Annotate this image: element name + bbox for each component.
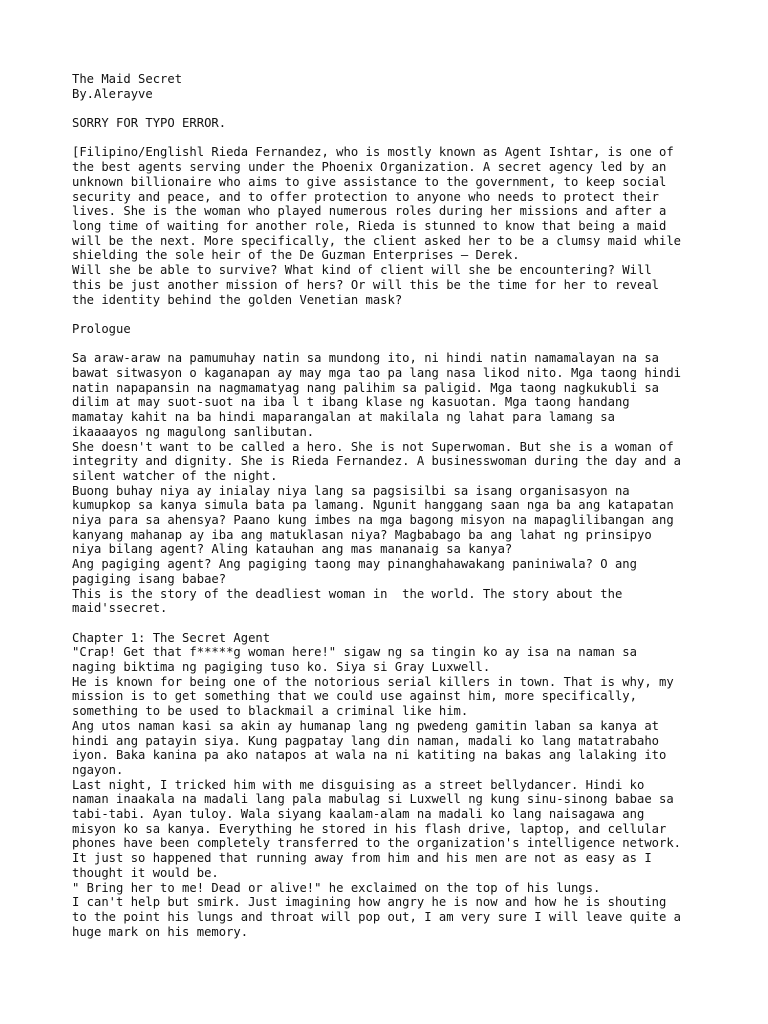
text-line: kumupkop sa kanya simula bata pa lamang. Ngunit hanggang saan nga ba ang katapatan — [72, 498, 674, 513]
text-line: the best agents serving under the Phoenix Organization. A secret agency led by an — [72, 160, 667, 175]
text-line: He is known for being one of the notorious serial killers in town. That is why, my — [72, 674, 674, 689]
text-line: "Crap! Get that f*****g woman here!" sigaw ng sa tingin ko ay isa na naman sa — [72, 645, 637, 660]
text-line: ikaaaayos ng magulong sanlibutan. — [72, 424, 315, 439]
synopsis-block — [72, 145, 712, 307]
text-line: the identity behind the golden Venetian mask? — [72, 292, 403, 307]
text-line: something to be used to blackmail a criminal like him. — [72, 704, 469, 719]
text-line: lives. She is the woman who played numerous roles during her missions and after a — [72, 204, 667, 219]
text-line: bawat sitwasyon o kaganapan ay may mga tao pa lang nasa likod nito. Mga taong hindi — [72, 366, 682, 380]
text-line: long time of waiting for another role, Rieda is stunned to know that being a maid — [72, 219, 667, 233]
text-line: phones have been completely transferred to the organization's intelligence network. — [72, 836, 682, 851]
text-line: Will she be able to survive? What kind of client will she be encountering? Will — [72, 263, 652, 278]
text-line: hindi ang patayin siya. Kung pagpatay lang din naman, madali ko lang matatrabaho — [72, 733, 659, 748]
text-line: She doesn't want to be called a hero. She is not Superwoman. But she is a woman of — [72, 439, 674, 454]
text-line: shielding the sole heir of the De Guzman Enterprises — Derek. — [72, 248, 520, 263]
text-line: tabi-tabi. Ayan tuloy. Wala siyang kaalam-alam na madali ko lang naisagawa ang — [72, 807, 645, 822]
prologue-block — [72, 351, 712, 616]
chapter-block — [72, 645, 712, 939]
text-line: naging biktima ng pagiging tuso ko. Siya si Gray Luxwell. — [72, 660, 491, 675]
document-page — [72, 72, 712, 939]
text-line: mission is to get something that we could use against him, more specifically, — [72, 689, 637, 704]
text-line: Last night, I tricked him with me disguising as a street bellydancer. Hindi ko — [72, 777, 645, 792]
text-line: huge mark on his memory. — [72, 924, 249, 939]
prologue-heading: Prologue — [72, 321, 131, 336]
text-line: mamatay kahit na ba hindi maparangalan at makilala ng lahat para lamang sa — [72, 410, 615, 425]
text-line: It just so happened that running away from him and his men are not as easy as I — [72, 851, 652, 866]
text-line: Ang utos naman kasi sa akin ay humanap lang ng pwedeng gamitin laban sa kanya at — [72, 718, 659, 733]
text-line: [Filipino/Englishl Rieda Fernandez, who is mostly known as Agent Ishtar, is one of — [72, 145, 674, 160]
text-line: integrity and dignity. She is Rieda Fernandez. A businesswoman during the day and a — [72, 454, 682, 469]
text-line: maid'ssecret. — [72, 601, 168, 616]
spacer — [72, 131, 712, 146]
text-line: will be the next. More specifically, the client asked her to be a clumsy maid while — [72, 233, 682, 248]
text-line: This is the story of the deadliest woman in the world. The story about the — [72, 586, 623, 601]
spacer — [72, 101, 712, 116]
text-line: Buong buhay niya ay inialay niya lang sa pagsisilbi sa isang organisasyon na — [72, 483, 630, 498]
text-line: natin napapansin na nagmamatyag nang palihim sa paligid. Mga taong nagkukubli sa — [72, 380, 659, 395]
spacer — [72, 337, 712, 352]
text-line: security and peace, and to offer protection to anyone who needs to protect their — [72, 189, 659, 204]
text-line: Ang pagiging agent? Ang pagiging taong may pinanghahawakang paniniwala? O ang — [72, 557, 637, 572]
text-line: to the point his lungs and throat will pop out, I am very sure I will leave quite a — [72, 910, 682, 924]
text-line: thought it would be. — [72, 865, 219, 880]
document-author: By.Alerayve — [72, 86, 153, 101]
text-line: I can't help but smirk. Just imagining how angry he is now and how he is shouting — [72, 895, 667, 910]
text-line: iyon. Baka kanina pa ako natapos at wala na ni katiting na bakas ang lalaking ito — [72, 748, 667, 763]
text-line: kanyang mahanap ay iba ang matuklasan niya? Magbabago ba ang lahat ng prinsipyo — [72, 527, 652, 542]
text-line: pagiging isang babae? — [72, 571, 227, 586]
text-line: silent watcher of the night. — [72, 468, 278, 483]
text-line: naman inaakala na madali lang pala mabulag si Luxwell ng kung sinu-sinong babae sa — [72, 792, 674, 807]
spacer — [72, 616, 712, 631]
text-line: unknown billionaire who aims to give assistance to the government, to keep social — [72, 174, 667, 189]
chapter-heading: Chapter 1: The Secret Agent — [72, 630, 271, 645]
text-line: this be just another mission of hers? Or will this be the time for her to reveal — [72, 277, 659, 292]
typo-notice: SORRY FOR TYPO ERROR. — [72, 116, 227, 131]
spacer — [72, 307, 712, 322]
text-line: misyon ko sa kanya. Everything he stored in his flash drive, laptop, and cellular — [72, 821, 667, 836]
text-line: dilim at may suot-suot na iba l t ibang klase ng kasuotan. Mga taong handang — [72, 395, 630, 410]
text-line: niya para sa ahensya? Paano kung imbes na mga bagong misyon na mapaglilibangan ang — [72, 513, 674, 528]
text-line: Sa araw-araw na pamumuhay natin sa mundong ito, ni hindi natin namamalayan na sa — [72, 351, 659, 366]
text-line: ngayon. — [72, 762, 124, 777]
document-title: The Maid Secret — [72, 72, 183, 86]
text-line: niya bilang agent? Aling katauhan ang mas mananaig sa kanya? — [72, 542, 513, 557]
text-line: " Bring her to me! Dead or alive!" he exclaimed on the top of his lungs. — [72, 880, 601, 895]
